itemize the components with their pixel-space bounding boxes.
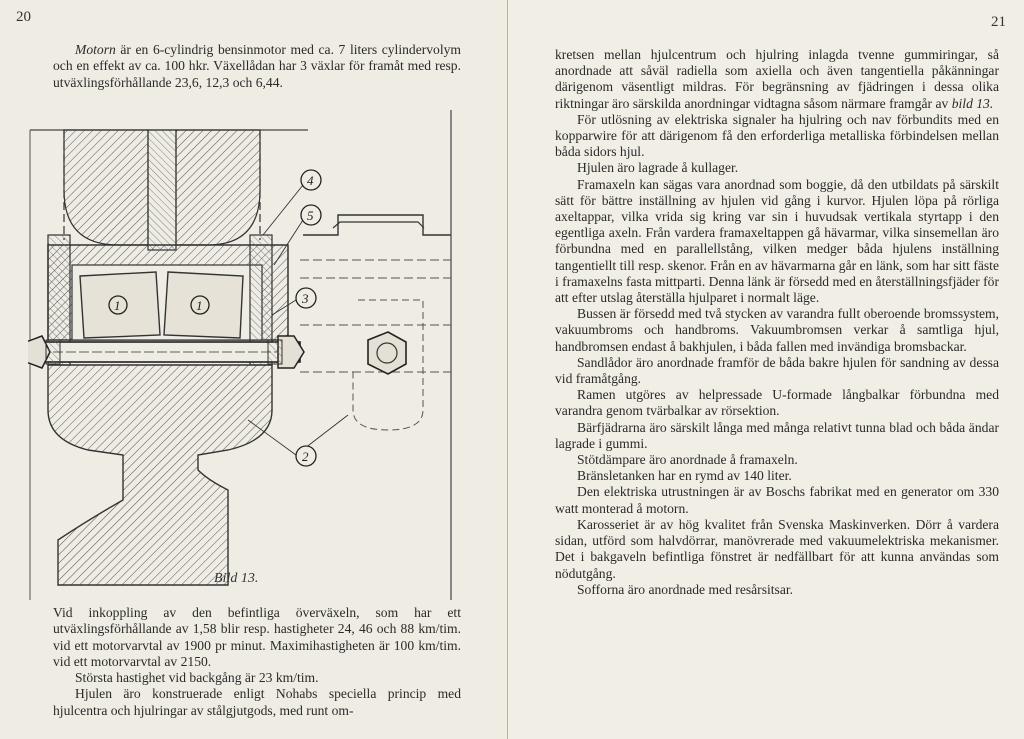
- paragraph-broms: Bussen är försedd med två stycken av varandra fullt oberoende bromssystem, vakuumbroms och handbroms. Vakuumbromsen verkar å samtliga hjul, handbromsen endast å bakhjulen, i båda fallen med invändiga bromsbackar.: [555, 306, 999, 354]
- left-page: [0, 0, 508, 739]
- paragraph-kullager: Hjulen äro lagrade å kullager.: [577, 160, 739, 176]
- paragraph-framaxeln: Framaxeln kan sägas vara anordnad som boggie, då den utbildats på särskilt sätt för bättre inställning av hjulen vid gång i kurvor. Hjulen löpa på rörliga axeltappar, vilka vrida sig kring var sin i huvudsak vertikala styrtapp i den egentliga axeln. Från vardera framaxeltappen gå hävarmar, vilka sinsemellan äro förbundna med en parallellstång, vilken medger båda hjulens inställning tangentiellt till resp. skenor. Från en av hävarmarna går en länk, som har sitt fäste i framaxelns fasta mittparti. Denna länk är försedd med en återställningsfjäder för att efter utslag återställa hjulparet i normalt läge.: [555, 176, 999, 306]
- right-page: [508, 0, 1024, 739]
- paragraph-signaler: För utlösning av elektriska signaler ha hjulring och nav förbundits med en kopparwire för att därigenom få den erforderliga metalliska förbindelsen mellan båda sidors hjul.: [555, 111, 999, 160]
- label-3: 4: [307, 173, 314, 188]
- left-top-text: [53, 42, 461, 91]
- figure-caption: Bild 13.: [214, 571, 259, 586]
- technical-drawing-bild-13: [28, 110, 473, 600]
- paragraph-soffor: Sofforna äro anordnade med resårsitsar.: [577, 581, 794, 597]
- paragraph-kretsen: kretsen mellan hjulcentrum och hjulring inlagda tvenne gummiringar, så anordnade att såväl radiella som axiella och även tangentiella påkänningar därigenom väsentligt mildras. För begränsning av fjädringen i dessa olika riktningar äro särskilda anordningar vidtagna såsom närmare framgår av bild 13.: [555, 47, 999, 111]
- paragraph-elektrisk: Den elektriska utrustningen är av Boschs fabrikat med en generator om 330 watt monterad å motorn.: [555, 484, 999, 516]
- paragraph-barfjadrar: Bärfjädrarna äro särskilt långa med många relativt tunna blad och båda ändar lagrade i gummi.: [555, 419, 999, 451]
- italic-lead: Motorn: [75, 42, 116, 57]
- paragraph-sandlador: Sandlådor äro anordnade framför de båda bakre hjulen för sandning av dessa vid framåtgång.: [555, 354, 999, 387]
- paragraph-hjulen: Hjulen äro konstruerade enligt Nohabs speciella princip med hjulcentra och hjulringar av stålgjutgods, med runt om-: [53, 686, 461, 718]
- label-1a: 1: [114, 298, 121, 313]
- paragraph-backgang: Största hastighet vid backgång är 23 km/tim.: [75, 670, 319, 686]
- label-2: 2: [302, 449, 309, 464]
- label-5: 5: [307, 208, 314, 223]
- paragraph-karosseri: Karosseriet är av hög kvalitet från Svenska Maskinverken. Dörr å vardera sidan, utförd som halvdörrar, manövrerade med vakuumelektriska mekanismer. Det i bakgaveln befintliga fönstret är nedfällbart för att kunna användas som nödutgång.: [555, 516, 999, 581]
- page-number-left: 20: [16, 9, 31, 25]
- page-number-right: 21: [991, 14, 1006, 30]
- right-body-text: [555, 47, 999, 598]
- paragraph-stotdampare: Stötdämpare äro anordnade å framaxeln.: [577, 452, 798, 468]
- paragraph-motor: Motorn är en 6-cylindrig bensinmotor med ca. 7 liters cylindervolym och en effekt av ca. 100 hkr. Växellådan har 3 växlar för framåt med resp. utväxlingsförhållande 23,6, 12,3 och 6,44.: [53, 42, 461, 90]
- left-bottom-text: [53, 605, 461, 719]
- paragraph-overvaxel: Vid inkoppling av den befintliga överväxeln, som har ett utväxlingsförhållande av 1,58 blir resp. hastigheter 24, 46 och 88 km/tim. vid ett motorvarvtal av 1900 pr minut. Maximihastigheten är 100 km/tim. vid ett motorvarvtal av 2150.: [53, 605, 461, 669]
- label-4: 3: [302, 291, 309, 306]
- paragraph-bransletank: Bränsletanken har en rymd av 140 liter.: [577, 468, 792, 484]
- paragraph-ramen: Ramen utgöres av helpressade U-formade långbalkar förbundna med varandra genom tvärbalkar av rörsektion.: [555, 387, 999, 419]
- label-1b: 1: [196, 298, 203, 313]
